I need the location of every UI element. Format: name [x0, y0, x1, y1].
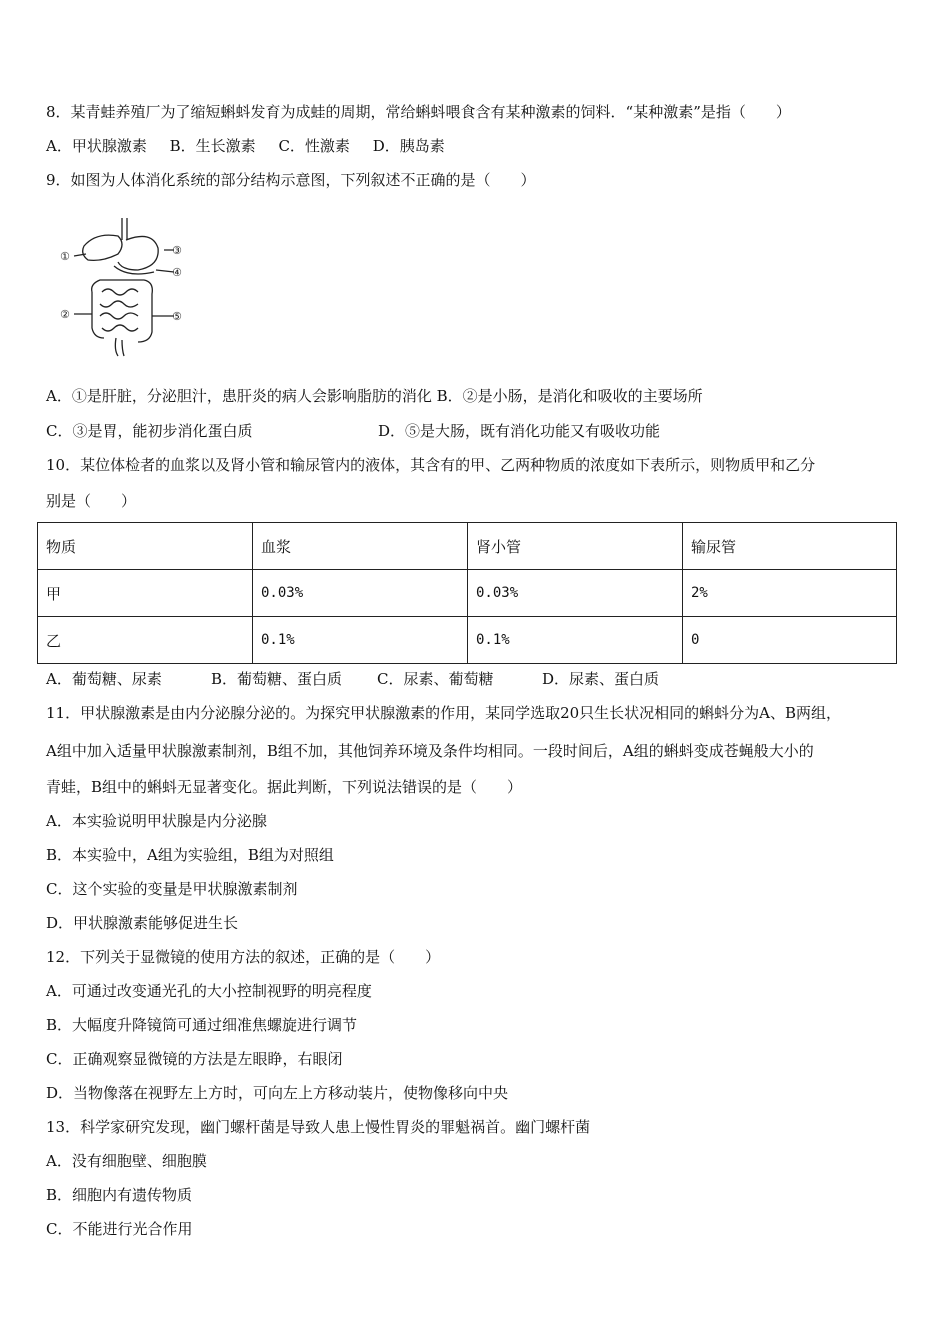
table-header-cell: 物质 [38, 523, 253, 570]
q8-options [46, 136, 445, 156]
table-cell: 2% [683, 570, 897, 617]
q9-option-c: C．③是胃，能初步消化蛋白质 [46, 422, 253, 440]
table-cell: 乙 [38, 617, 253, 664]
q10-options [46, 669, 659, 689]
q11-stem-line1: 11．甲状腺激素是由内分泌腺分泌的。为探究甲状腺激素的作用，某同学选取20只生长状况相同的蝌蚪分为A、B两组， [46, 704, 842, 722]
q9-option-a: A．①是肝脏，分泌胆汁，患肝炎的病人会影响脂肪的消化 [46, 387, 432, 405]
digestive-system-diagram [56, 210, 186, 360]
table-cell: 0.03% [253, 570, 468, 617]
q12-stem: 12．下列关于显微镜的使用方法的叙述，正确的是（ ） [46, 948, 441, 966]
q11-option-c: C．这个实验的变量是甲状腺激素制剂 [46, 880, 298, 898]
table-row [38, 617, 897, 664]
q10-stem-line2: 别是（ ） [46, 492, 137, 510]
q11-option-b: B．本实验中，A组为实验组，B组为对照组 [46, 846, 334, 864]
q12-option-a: A．可通过改变通光孔的大小控制视野的明亮程度 [46, 982, 372, 1000]
q10-option-b: B．葡萄糖、蛋白质 [211, 670, 343, 688]
figure-label-2: ② [60, 308, 70, 321]
table-row [38, 570, 897, 617]
figure-label-3: ③ [172, 244, 182, 257]
q8-option-c: C．性激素 [278, 137, 350, 155]
q12-option-b: B．大幅度升降镜筒可通过细准焦螺旋进行调节 [46, 1016, 358, 1034]
q13-option-b: B．细胞内有遗传物质 [46, 1186, 193, 1204]
q10-stem-line1: 10．某位体检者的血浆以及肾小管和输尿管内的液体，其含有的甲、乙两种物质的浓度如下表所示，则物质甲和乙分 [46, 456, 816, 474]
table-header-cell: 血浆 [253, 523, 468, 570]
q11-stem-line2: A组中加入适量甲状腺激素制剂，B组不加，其他饲养环境及条件均相同。一段时间后，A组的蝌蚪变成苍蝇般大小的 [46, 742, 814, 760]
figure-label-4: ④ [172, 266, 182, 279]
table-header-cell: 肾小管 [468, 523, 683, 570]
digestive-system-figure [56, 210, 186, 360]
q8-option-a: A．甲状腺激素 [46, 137, 147, 155]
q9-option-d: D．⑤是大肠，既有消化功能又有吸收功能 [378, 422, 661, 440]
q10-option-c: C．尿素、葡萄糖 [377, 670, 494, 688]
table-header-row [38, 523, 897, 570]
q13-option-c: C．不能进行光合作用 [46, 1220, 193, 1238]
table-cell: 0.1% [253, 617, 468, 664]
q9-options-row1 [46, 386, 703, 406]
q11-option-a: A．本实验说明甲状腺是内分泌腺 [46, 812, 267, 830]
table-header-cell: 输尿管 [683, 523, 897, 570]
q13-stem: 13．科学家研究发现，幽门螺杆菌是导致人患上慢性胃炎的罪魁祸首。幽门螺杆菌 [46, 1118, 591, 1136]
q10-option-a: A．葡萄糖、尿素 [46, 670, 162, 688]
table-cell: 0.1% [468, 617, 683, 664]
concentration-table [37, 522, 897, 664]
table-cell: 0 [683, 617, 897, 664]
q8-option-d: D．胰岛素 [372, 137, 445, 155]
q9-stem: 9．如图为人体消化系统的部分结构示意图，下列叙述不正确的是（ ） [46, 171, 536, 189]
q10-option-d: D．尿素、蛋白质 [542, 670, 660, 688]
q13-option-a: A．没有细胞壁、细胞膜 [46, 1152, 207, 1170]
figure-label-1: ① [60, 250, 70, 263]
q8-option-b: B．生长激素 [169, 137, 256, 155]
q11-stem-line3: 青蛙，B组中的蝌蚪无显著变化。据此判断，下列说法错误的是（ ） [46, 778, 523, 796]
q9-options-row2 [46, 421, 660, 441]
q9-option-b: B．②是小肠，是消化和吸收的主要场所 [436, 387, 703, 405]
q8-stem: 8．某青蛙养殖厂为了缩短蝌蚪发育为成蛙的周期，常给蝌蚪喂食含有某种激素的饲料．“某种激素”是指（ ） [46, 103, 791, 121]
figure-label-5: ⑤ [172, 310, 182, 323]
q11-option-d: D．甲状腺激素能够促进生长 [46, 914, 239, 932]
table-cell: 0.03% [468, 570, 683, 617]
table-cell: 甲 [38, 570, 253, 617]
q12-option-c: C．正确观察显微镜的方法是左眼睁，右眼闭 [46, 1050, 343, 1068]
q12-option-d: D．当物像落在视野左上方时，可向左上方移动装片，使物像移向中央 [46, 1084, 509, 1102]
